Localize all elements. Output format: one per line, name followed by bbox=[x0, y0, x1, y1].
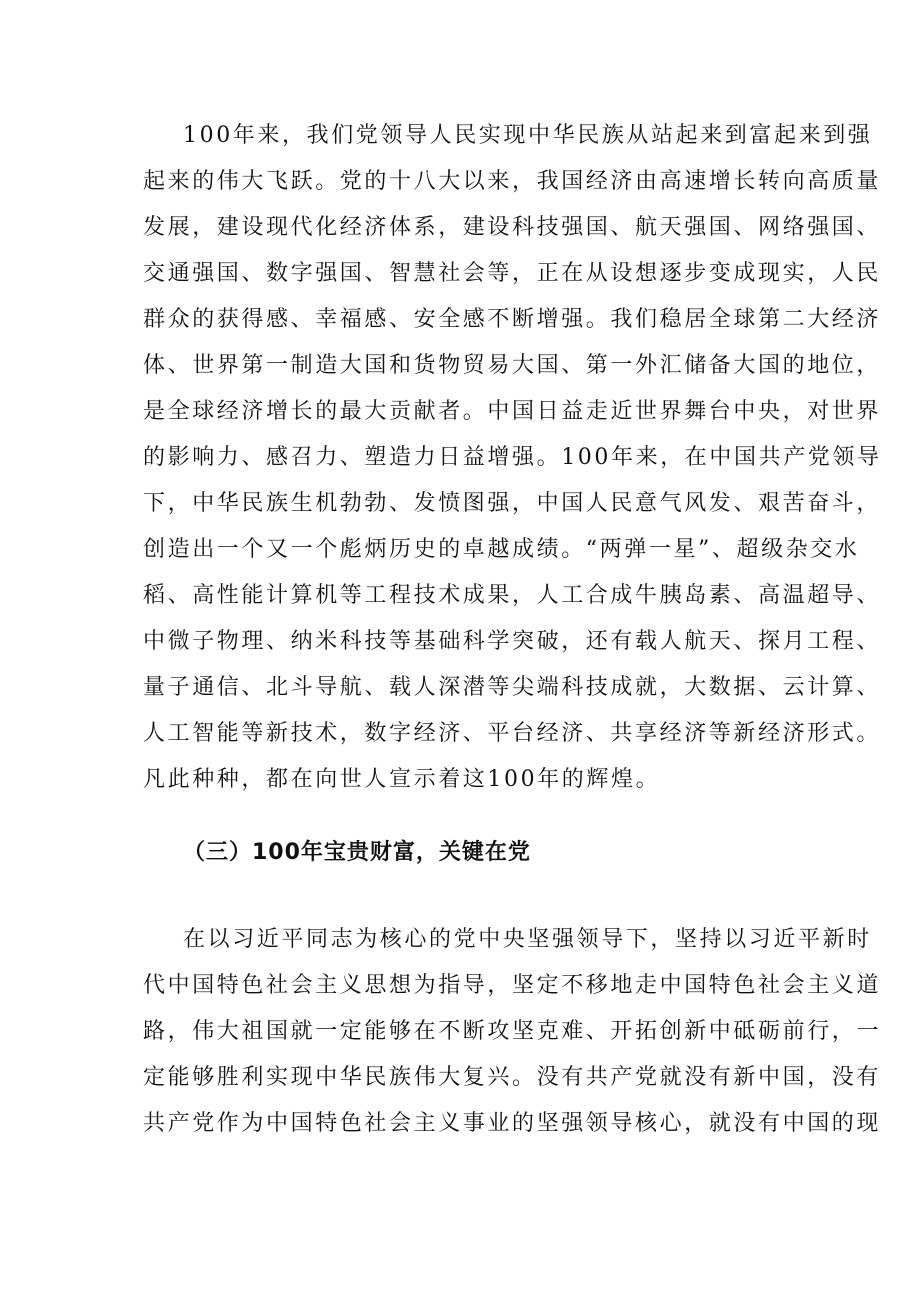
paragraph-line: 的影响力、感召力、塑造力日益增强。100年来，在中国共产党领导 bbox=[143, 445, 882, 470]
paragraph-line: 代中国特色社会主义思想为指导，坚定不移地走中国特色社会主义道 bbox=[143, 973, 882, 998]
paragraph-line: 共产党作为中国特色社会主义事业的坚强领导核心，就没有中国的现 bbox=[143, 1111, 882, 1136]
paragraph-line: 起来的伟大飞跃。党的十八大以来，我国经济由高速增长转向高质量 bbox=[143, 169, 882, 194]
paragraph-line: 稻、高性能计算机等工程技术成果，人工合成牛胰岛素、高温超导、 bbox=[143, 583, 882, 608]
paragraph-line: 凡此种种，都在向世人宣示着这100年的辉煌。 bbox=[143, 767, 661, 792]
paragraph-line: 是全球经济增长的最大贡献者。中国日益走近世界舞台中央，对世界 bbox=[143, 399, 882, 424]
paragraph-line: 体、世界第一制造大国和货物贸易大国、第一外汇储备大国的地位， bbox=[143, 353, 882, 378]
paragraph-line: 群众的获得感、幸福感、安全感不断增强。我们稳居全球第二大经济 bbox=[143, 307, 882, 332]
paragraph-line: 交通强国、数字强国、智慧社会等，正在从设想逐步变成现实，人民 bbox=[143, 261, 882, 286]
paragraph-line: 在以习近平同志为核心的党中央坚强领导下，坚持以习近平新时 bbox=[183, 927, 872, 952]
paragraph-line: 量子通信、北斗导航、载人深潜等尖端科技成就，大数据、云计算、 bbox=[143, 675, 882, 700]
paragraph-line: 人工智能等新技术，数字经济、平台经济、共享经济等新经济形式。 bbox=[143, 721, 882, 746]
paragraph-line: 路，伟大祖国就一定能够在不断攻坚克难、开拓创新中砥砺前行，一 bbox=[143, 1019, 882, 1044]
section-heading: （三）100年宝贵财富，关键在党 bbox=[183, 840, 531, 865]
paragraph-line: 下，中华民族生机勃勃、发愤图强，中国人民意气风发、艰苦奋斗， bbox=[143, 491, 882, 516]
paragraph-line: 定能够胜利实现中华民族伟大复兴。没有共产党就没有新中国，没有 bbox=[143, 1065, 882, 1090]
paragraph-line: 100年来，我们党领导人民实现中华民族从站起来到富起来到强 bbox=[183, 123, 873, 148]
paragraph-line: 发展，建设现代化经济体系，建设科技强国、航天强国、网络强国、 bbox=[143, 215, 882, 240]
paragraph-line: 中微子物理、纳米科技等基础科学突破，还有载人航天、探月工程、 bbox=[143, 629, 882, 654]
paragraph-line: 创造出一个又一个彪炳历史的卓越成绩。“两弹一星”、超级杂交水 bbox=[143, 537, 860, 562]
